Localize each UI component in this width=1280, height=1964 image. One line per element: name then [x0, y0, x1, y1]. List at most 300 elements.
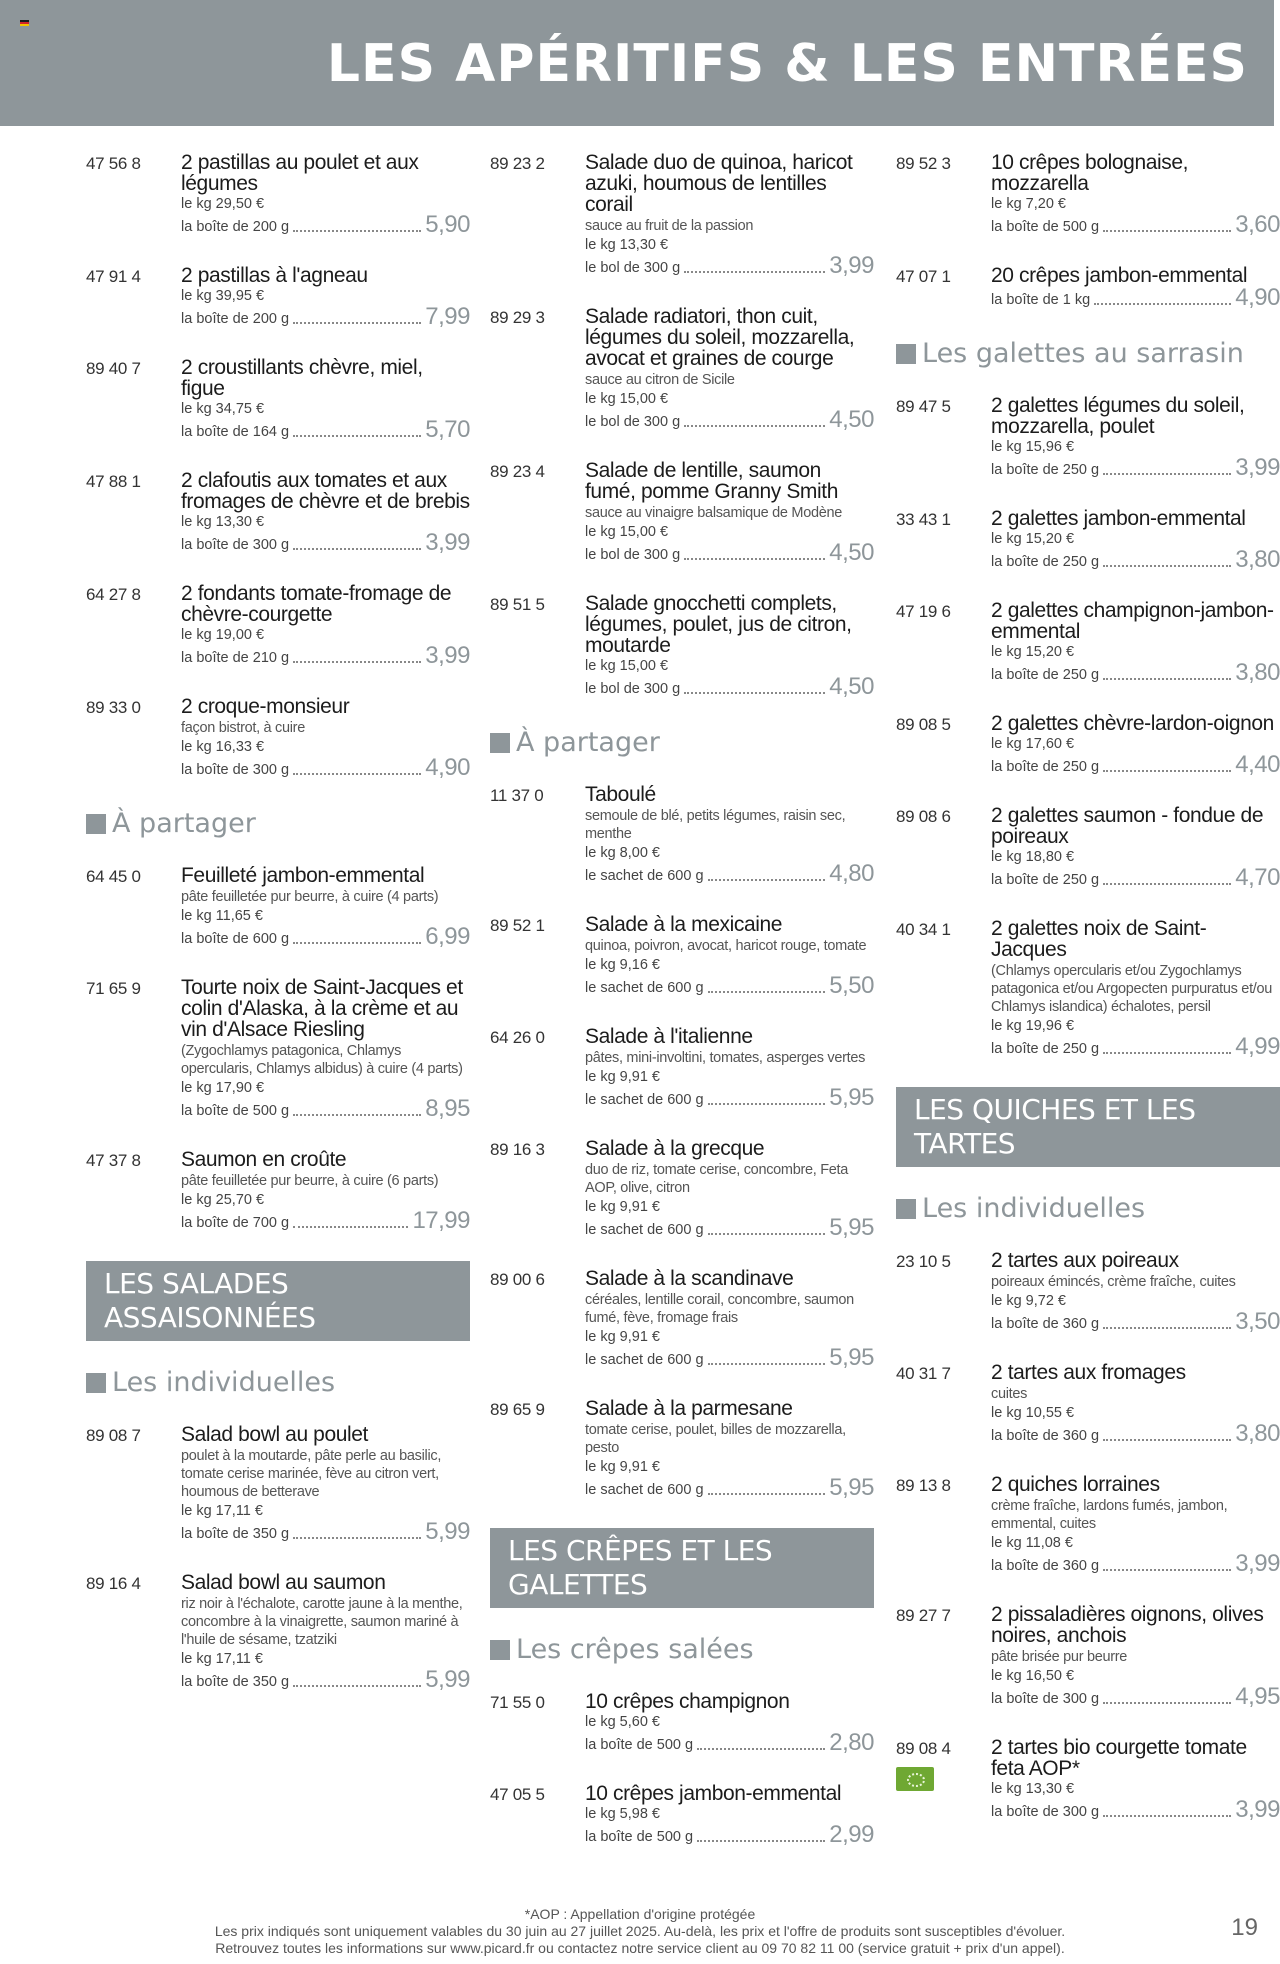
- price-per-kg: le kg 9,72 €: [991, 1293, 1066, 1309]
- section-band-quiches: LES QUICHES ET LES TARTES: [896, 1087, 1280, 1167]
- product-description: quinoa, poivron, avocat, haricot rouge, tomate: [585, 938, 867, 954]
- price-line: [181, 305, 470, 329]
- dot-leader: [1103, 1815, 1231, 1817]
- dot-leader: [293, 942, 421, 944]
- pack-size: le bol de 300 g: [585, 260, 681, 276]
- product-item: [490, 1398, 874, 1500]
- page-header: [0, 0, 1274, 126]
- appetizer-list: [86, 152, 470, 780]
- price-per-kg: le kg 17,11 €: [181, 1651, 263, 1667]
- product-description: duo de riz, tomate cerise, concombre, Feta AOP, olive, citron: [585, 1162, 849, 1196]
- product-item: [86, 583, 470, 668]
- dot-leader: [293, 435, 421, 437]
- dot-leader: [293, 1685, 421, 1687]
- price-per-kg: le kg 15,96 €: [991, 439, 1075, 455]
- price-line: [585, 675, 874, 699]
- dot-leader: [1103, 1702, 1231, 1704]
- price-line: [991, 1552, 1280, 1576]
- dot-leader: [708, 991, 826, 993]
- tart-list: [896, 1250, 1280, 1822]
- price-per-kg: le kg 5,60 €: [585, 1714, 660, 1730]
- product-description: (Chlamys opercularis et/ou Zygochlamys patagonica et/ou Argopecten purpuratus et/ou Chlamys islandica) échalotes, persil: [991, 963, 1273, 1015]
- dot-leader: [1103, 678, 1231, 680]
- product-name: Tourte noix de Saint-Jacques et colin d'Alaska, à la crème et au vin d'Alsace Riesling: [181, 976, 463, 1041]
- price-line: [585, 974, 874, 998]
- product-code: 23 10 5: [896, 1252, 951, 1271]
- product-code: 47 91 4: [86, 267, 141, 286]
- price: 3,80: [1235, 1420, 1280, 1447]
- product-description: semoule de blé, petits légumes, raisin sec, menthe: [585, 808, 846, 842]
- dot-leader: [1103, 1569, 1231, 1571]
- price-line: [181, 1209, 470, 1233]
- price-per-kg: le kg 11,65 €: [181, 908, 263, 924]
- product-item: [896, 1474, 1280, 1576]
- product-code: 47 19 6: [896, 602, 951, 621]
- price: 3,99: [425, 642, 470, 669]
- product-description: sauce au citron de Sicile: [585, 372, 735, 388]
- dot-leader: [684, 271, 825, 273]
- crepe-list-continued: [896, 152, 1280, 310]
- price: 4,99: [1235, 1033, 1280, 1060]
- product-code: 89 33 0: [86, 698, 141, 717]
- galette-list: [896, 395, 1280, 1059]
- product-code: 89 40 7: [86, 359, 141, 378]
- dot-leader: [293, 1537, 421, 1539]
- product-name: Salade à la grecque: [585, 1137, 765, 1160]
- price-line: [181, 644, 470, 668]
- price-per-kg: le kg 5,98 €: [585, 1806, 660, 1822]
- product-code: 33 43 1: [896, 510, 951, 529]
- price: 5,70: [425, 416, 470, 443]
- price: 5,95: [829, 1474, 874, 1501]
- price-line: [585, 1823, 874, 1847]
- product-item: [86, 865, 470, 949]
- footer-line-1: Les prix indiqués sont uniquement valables du 30 juin au 27 juillet 2025. Au-delà, les prix et l'offre de produits sont susceptibles d'évoluer.: [214, 1923, 1066, 1939]
- product-description: pâte feuilletée pur beurre, à cuire (4 parts): [181, 889, 439, 905]
- dot-leader: [697, 1748, 825, 1750]
- product-code: 89 65 9: [490, 1400, 545, 1419]
- product-code: 89 08 6: [896, 807, 951, 826]
- pack-size: le sachet de 600 g: [585, 980, 704, 996]
- price-line: [991, 1035, 1280, 1059]
- product-description: riz noir à l'échalote, carotte jaune à la menthe, concombre à la vinaigrette, saumon mariné à l'huile de sésame, tzatziki: [181, 1596, 463, 1648]
- square-bullet-icon: [490, 733, 510, 753]
- column-middle: [490, 152, 874, 1875]
- price-line: [181, 1668, 470, 1692]
- product-name: 2 galettes champignon-jambon-emmental: [991, 599, 1274, 643]
- price-per-kg: le kg 11,08 €: [991, 1535, 1073, 1551]
- pack-size: le sachet de 600 g: [585, 1092, 704, 1108]
- pack-size: le sachet de 600 g: [585, 1482, 704, 1498]
- price: 3,99: [425, 529, 470, 556]
- product-name: 2 fondants tomate-fromage de chèvre-courgette: [181, 582, 452, 626]
- pack-size: la boîte de 164 g: [181, 424, 290, 440]
- dot-leader: [293, 322, 421, 324]
- product-description: pâte brisée pur beurre: [991, 1649, 1128, 1665]
- price: 5,95: [829, 1344, 874, 1371]
- price: 3,99: [829, 252, 874, 279]
- price-per-kg: le kg 10,55 €: [991, 1405, 1075, 1421]
- product-code: 47 05 5: [490, 1785, 545, 1804]
- product-description: sauce au vinaigre balsamique de Modène: [585, 505, 843, 521]
- price: 3,99: [1235, 454, 1280, 481]
- product-code: 89 00 6: [490, 1270, 545, 1289]
- dot-leader: [293, 1226, 408, 1228]
- product-description: façon bistrot, à cuire: [181, 720, 305, 736]
- product-name: Feuilleté jambon-emmental: [181, 864, 425, 887]
- product-name: 10 crêpes jambon-emmental: [585, 1782, 842, 1805]
- share-salad-list: [490, 784, 874, 1500]
- price-line: [585, 862, 874, 886]
- product-name: Salad bowl au saumon: [181, 1571, 386, 1594]
- price-per-kg: le kg 16,50 €: [991, 1668, 1075, 1684]
- product-name: 2 pissaladières oignons, olives noires, anchois: [991, 1603, 1264, 1647]
- product-item: [490, 306, 874, 432]
- product-name: 2 galettes chèvre-lardon-oignon: [991, 712, 1274, 735]
- price: 4,50: [829, 406, 874, 433]
- price-per-kg: le kg 13,30 €: [181, 514, 265, 530]
- product-code: 89 13 8: [896, 1476, 951, 1495]
- page-number: 19: [1231, 1914, 1258, 1941]
- product-code: 47 88 1: [86, 472, 141, 491]
- price: 5,99: [425, 1666, 470, 1693]
- share-list: [86, 865, 470, 1233]
- product-description: céréales, lentille corail, concombre, saumon fumé, fève, fromage frais: [585, 1292, 854, 1326]
- price-line: [991, 1685, 1280, 1709]
- pack-size: la boîte de 360 g: [991, 1428, 1100, 1444]
- pack-size: la boîte de 350 g: [181, 1526, 290, 1542]
- price-line: [585, 1216, 874, 1240]
- price: 4,90: [425, 754, 470, 781]
- pack-size: le sachet de 600 g: [585, 1352, 704, 1368]
- product-name: 2 tartes aux poireaux: [991, 1249, 1179, 1272]
- price-line: [585, 1346, 874, 1370]
- price: 4,95: [1235, 1683, 1280, 1710]
- product-code: 89 52 1: [490, 916, 545, 935]
- product-code: 71 65 9: [86, 979, 141, 998]
- product-item: [490, 1691, 874, 1755]
- pack-size: la boîte de 300 g: [181, 537, 290, 553]
- pack-size: le bol de 300 g: [585, 414, 681, 430]
- product-code: 64 27 8: [86, 585, 141, 604]
- price: 3,80: [1235, 659, 1280, 686]
- dot-leader: [293, 548, 421, 550]
- dot-leader: [1103, 1327, 1231, 1329]
- section-band-salads: LES SALADES ASSAISONNÉES: [86, 1261, 470, 1341]
- price-per-kg: le kg 34,75 €: [181, 401, 265, 417]
- dot-leader: [1103, 883, 1231, 885]
- price-line: [991, 1310, 1280, 1334]
- dot-leader: [708, 1233, 826, 1235]
- dot-leader: [708, 1363, 826, 1365]
- subheading-crepes: Les crêpes salées: [490, 1634, 874, 1665]
- price-line: [585, 541, 874, 565]
- price: 2,99: [829, 1821, 874, 1848]
- product-code: 89 16 3: [490, 1140, 545, 1159]
- price: 4,90: [1235, 284, 1280, 311]
- price-per-kg: le kg 29,50 €: [181, 196, 265, 212]
- subheading-share: À partager: [86, 808, 470, 839]
- dot-leader: [1103, 1439, 1231, 1441]
- pack-size: la boîte de 250 g: [991, 759, 1100, 775]
- pack-size: la boîte de 250 g: [991, 667, 1100, 683]
- product-code: 89 08 7: [86, 1426, 141, 1445]
- dot-leader: [1103, 770, 1231, 772]
- dot-leader: [1103, 230, 1231, 232]
- price-per-kg: le kg 17,90 €: [181, 1080, 265, 1096]
- price: 4,40: [1235, 751, 1280, 778]
- product-item: [490, 1026, 874, 1110]
- product-description: crème fraîche, lardons fumés, jambon, emmental, cuites: [991, 1498, 1228, 1532]
- product-item: [490, 1783, 874, 1847]
- price-line: [991, 286, 1280, 310]
- product-item: [896, 918, 1280, 1059]
- price-per-kg: le kg 19,00 €: [181, 627, 265, 643]
- dot-leader: [708, 1103, 826, 1105]
- dot-leader: [293, 661, 421, 663]
- price-per-kg: le kg 15,00 €: [585, 658, 669, 674]
- price-line: [585, 1731, 874, 1755]
- price-per-kg: le kg 17,11 €: [181, 1503, 263, 1519]
- flag-icon: [20, 20, 29, 26]
- salad-list: [490, 152, 874, 699]
- product-code: 64 45 0: [86, 867, 141, 886]
- price-per-kg: le kg 15,00 €: [585, 391, 669, 407]
- price-per-kg: le kg 39,95 €: [181, 288, 265, 304]
- column-right: [896, 152, 1280, 1850]
- pack-size: la boîte de 600 g: [181, 931, 290, 947]
- price-per-kg: le kg 9,91 €: [585, 1069, 660, 1085]
- product-item: [86, 977, 470, 1121]
- price-line: [181, 531, 470, 555]
- product-name: Salade gnocchetti complets, légumes, poulet, jus de citron, moutarde: [585, 592, 852, 657]
- product-item: [896, 265, 1280, 310]
- square-bullet-icon: [86, 1373, 106, 1393]
- product-code: 40 34 1: [896, 920, 951, 939]
- product-item: [896, 152, 1280, 237]
- pack-size: la boîte de 300 g: [991, 1804, 1100, 1820]
- product-name: Salade à la mexicaine: [585, 913, 783, 936]
- square-bullet-icon: [490, 1640, 510, 1660]
- price-line: [991, 866, 1280, 890]
- dot-leader: [1103, 565, 1231, 567]
- price: 3,99: [1235, 1550, 1280, 1577]
- product-code: 89 27 7: [896, 1606, 951, 1625]
- price: 3,60: [1235, 211, 1280, 238]
- price-line: [181, 1520, 470, 1544]
- product-name: 2 croustillants chèvre, miel, figue: [181, 356, 423, 400]
- product-name: 2 galettes saumon - fondue de poireaux: [991, 804, 1264, 848]
- footer: [0, 1906, 1280, 1957]
- price: 4,50: [829, 673, 874, 700]
- price-per-kg: le kg 9,91 €: [585, 1329, 660, 1345]
- price-line: [991, 456, 1280, 480]
- product-name: 2 galettes légumes du soleil, mozzarella, poulet: [991, 394, 1245, 438]
- product-name: Saumon en croûte: [181, 1148, 347, 1171]
- pack-size: la boîte de 500 g: [991, 219, 1100, 235]
- price-per-kg: le kg 9,91 €: [585, 1199, 660, 1215]
- price: 8,95: [425, 1095, 470, 1122]
- product-code: 89 16 4: [86, 1574, 141, 1593]
- product-item: [86, 357, 470, 442]
- product-code: 89 23 4: [490, 462, 545, 481]
- pack-size: la boîte de 200 g: [181, 219, 290, 235]
- price-per-kg: le kg 13,30 €: [585, 237, 669, 253]
- pack-size: le sachet de 600 g: [585, 868, 704, 884]
- pack-size: la boîte de 500 g: [585, 1829, 694, 1845]
- pack-size: la boîte de 500 g: [585, 1737, 694, 1753]
- pack-size: la boîte de 1 kg: [991, 292, 1091, 308]
- dot-leader: [293, 1114, 421, 1116]
- pack-size: la boîte de 250 g: [991, 554, 1100, 570]
- price-per-kg: le kg 16,33 €: [181, 739, 265, 755]
- product-name: 2 pastillas à l'agneau: [181, 264, 368, 287]
- column-left: [86, 152, 470, 1720]
- pack-size: la boîte de 300 g: [181, 762, 290, 778]
- dot-leader: [1094, 303, 1231, 305]
- footnote: *AOP : Appellation d'origine protégée: [524, 1906, 756, 1922]
- dot-leader: [684, 425, 825, 427]
- product-item: [86, 1572, 470, 1692]
- pack-size: la boîte de 200 g: [181, 311, 290, 327]
- pack-size: la boîte de 350 g: [181, 1674, 290, 1690]
- price-per-kg: le kg 13,30 €: [991, 1781, 1075, 1797]
- product-item: [896, 1362, 1280, 1446]
- product-item: [86, 265, 470, 329]
- pack-size: le bol de 300 g: [585, 547, 681, 563]
- product-name: Salade duo de quinoa, haricot azuki, houmous de lentilles corail: [585, 151, 853, 216]
- product-name: 10 crêpes champignon: [585, 1690, 790, 1713]
- product-name: 2 galettes noix de Saint-Jacques: [991, 917, 1207, 961]
- price: 6,99: [425, 923, 470, 950]
- price: 17,99: [412, 1207, 470, 1234]
- dot-leader: [1103, 473, 1231, 475]
- product-name: Salade de lentille, saumon fumé, pomme Granny Smith: [585, 459, 838, 503]
- pack-size: la boîte de 360 g: [991, 1558, 1100, 1574]
- product-name: Salade à l'italienne: [585, 1025, 753, 1048]
- product-description: pâtes, mini-involtini, tomates, asperges vertes: [585, 1050, 866, 1066]
- product-name: Salade radiatori, thon cuit, légumes du soleil, mozzarella, avocat et graines de courge: [585, 305, 855, 370]
- product-item: [896, 1250, 1280, 1334]
- price-line: [585, 1086, 874, 1110]
- price-per-kg: le kg 7,20 €: [991, 196, 1066, 212]
- pack-size: la boîte de 250 g: [991, 872, 1100, 888]
- price: 3,80: [1235, 546, 1280, 573]
- price-per-kg: le kg 19,96 €: [991, 1018, 1075, 1034]
- product-name: Salade à la scandinave: [585, 1267, 794, 1290]
- product-name: 2 galettes jambon-emmental: [991, 507, 1246, 530]
- price-line: [585, 1476, 874, 1500]
- square-bullet-icon: [896, 344, 916, 364]
- product-item: [490, 914, 874, 998]
- price-per-kg: le kg 9,16 €: [585, 957, 660, 973]
- price-line: [991, 661, 1280, 685]
- square-bullet-icon: [896, 1199, 916, 1219]
- product-code: 47 07 1: [896, 267, 951, 286]
- price-line: [585, 408, 874, 432]
- product-name: 2 croque-monsieur: [181, 695, 350, 718]
- price: 4,50: [829, 539, 874, 566]
- product-item: [86, 1424, 470, 1544]
- price-line: [181, 1097, 470, 1121]
- product-item: [896, 1604, 1280, 1709]
- product-name: Taboulé: [585, 783, 656, 806]
- product-code: 89 47 5: [896, 397, 951, 416]
- subheading-individual: Les individuelles: [896, 1193, 1280, 1224]
- pack-size: la boîte de 300 g: [991, 1691, 1100, 1707]
- product-name: 2 pastillas au poulet et aux légumes: [181, 151, 419, 195]
- dot-leader: [684, 692, 825, 694]
- product-item: [490, 1268, 874, 1370]
- product-item: [896, 713, 1280, 777]
- product-code: 89 08 5: [896, 715, 951, 734]
- price-per-kg: le kg 18,80 €: [991, 849, 1075, 865]
- dot-leader: [684, 558, 825, 560]
- product-code: 47 37 8: [86, 1151, 141, 1170]
- pack-size: la boîte de 700 g: [181, 1215, 290, 1231]
- product-name: 10 crêpes bolognaise, mozzarella: [991, 151, 1189, 195]
- price-line: [991, 548, 1280, 572]
- subheading-individual: Les individuelles: [86, 1367, 470, 1398]
- product-item: [86, 696, 470, 780]
- product-code: 89 08 4: [896, 1739, 951, 1758]
- subheading-share: À partager: [490, 727, 874, 758]
- price: 4,80: [829, 860, 874, 887]
- product-item: [896, 805, 1280, 890]
- price-line: [991, 1422, 1280, 1446]
- price-per-kg: le kg 15,20 €: [991, 644, 1075, 660]
- product-code: 64 26 0: [490, 1028, 545, 1047]
- product-name: 2 tartes bio courgette tomate feta AOP*: [991, 1736, 1247, 1780]
- product-code: 40 31 7: [896, 1364, 951, 1383]
- product-description: tomate cerise, poulet, billes de mozzarella, pesto: [585, 1422, 846, 1456]
- price-line: [181, 418, 470, 442]
- product-description: poireaux émincés, crème fraîche, cuites: [991, 1274, 1236, 1290]
- product-name: 2 tartes aux fromages: [991, 1361, 1186, 1384]
- pack-size: la boîte de 210 g: [181, 650, 290, 666]
- product-description: poulet à la moutarde, pâte perle au basilic, tomate cerise marinée, fève au citron vert, houmous de betterave: [181, 1448, 442, 1500]
- pack-size: le bol de 300 g: [585, 681, 681, 697]
- footer-line-2: Retrouvez toutes les informations sur www.picard.fr ou contactez notre service client au 09 70 82 11 00 (service gratuit + prix d'un appel).: [215, 1940, 1065, 1956]
- price-per-kg: le kg 15,00 €: [585, 524, 669, 540]
- crepe-list: [490, 1691, 874, 1847]
- product-code: 71 55 0: [490, 1693, 545, 1712]
- pack-size: la boîte de 250 g: [991, 1041, 1100, 1057]
- price-line: [181, 925, 470, 949]
- price-per-kg: le kg 25,70 €: [181, 1192, 265, 1208]
- product-code: 47 56 8: [86, 154, 141, 173]
- dot-leader: [293, 230, 421, 232]
- product-item: [490, 460, 874, 565]
- price: 3,99: [1235, 1796, 1280, 1823]
- product-name: Salade à la parmesane: [585, 1397, 793, 1420]
- price: 7,99: [425, 303, 470, 330]
- product-code: 89 23 2: [490, 154, 545, 173]
- price-line: [181, 213, 470, 237]
- salad-bowl-list: [86, 1424, 470, 1692]
- price: 5,95: [829, 1084, 874, 1111]
- price: 5,90: [425, 211, 470, 238]
- page-title: LES APÉRITIFS & LES ENTRÉES: [326, 34, 1248, 94]
- price: 5,99: [425, 1518, 470, 1545]
- product-name: 2 quiches lorraines: [991, 1473, 1160, 1496]
- product-item: [490, 784, 874, 886]
- product-item: [86, 470, 470, 555]
- dot-leader: [293, 773, 421, 775]
- product-item: [896, 600, 1280, 685]
- price-per-kg: le kg 9,91 €: [585, 1459, 660, 1475]
- product-name: 20 crêpes jambon-emmental: [991, 264, 1248, 287]
